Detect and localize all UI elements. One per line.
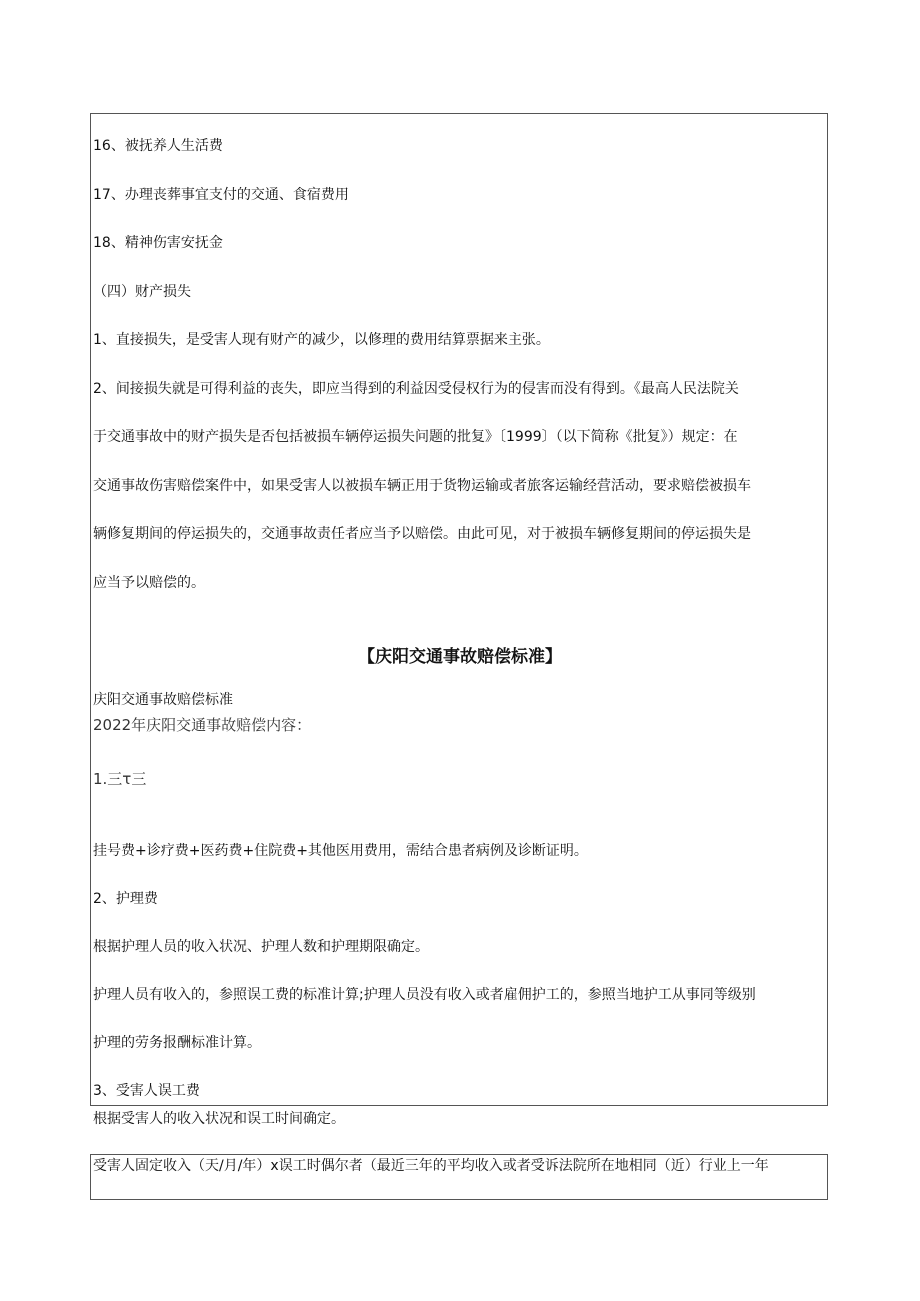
item-1-heading: 1.三τ三 — [93, 770, 147, 788]
paragraph-indirect-loss-line-5: 应当予以赔偿的。 — [93, 575, 205, 591]
lost-wages-formula: 受害人固定收入（天/月/年）x误工时偶尔者（最近三年的平均收入或者受诉法院所在地相同（近）行业上一年 — [93, 1158, 769, 1174]
subheading-qingyang-standard: 庆阳交通事故赔偿标准 — [93, 692, 233, 708]
paragraph-indirect-loss-line-2: 于交通事故中的财产损失是否包括被损车辆停运损失问题的批复》〔1999〕（以下简称《批复》）规定：在 — [93, 429, 738, 445]
paragraph-nursing-calc-line-2: 护理的劳务报酬标准计算。 — [93, 1035, 261, 1051]
paragraph-indirect-loss-line-3: 交通事故伤害赔偿案件中，如果受害人以被损车辆正用于货物运输或者旅客运输经营活动，要求赔偿被损车 — [93, 478, 751, 494]
item-16-dependent-living-expenses: 16、被抚养人生活费 — [93, 138, 223, 154]
paragraph-direct-loss: 1、直接损失，是受害人现有财产的减少，以修理的费用结算票据来主张。 — [93, 332, 550, 348]
paragraph-nursing-calc-line-1: 护理人员有收入的，参照误工费的标准计算;护理人员没有收入或者雇佣护工的，参照当地护工从事同等级别 — [93, 987, 756, 1003]
paragraph-lost-wages-basis: 根据受害人的收入状况和误工时间确定。 — [93, 1111, 345, 1127]
item-18-mental-damage-compensation: 18、精神伤害安抚金 — [93, 235, 223, 251]
document-table-box — [90, 113, 828, 1106]
subheading-2022-content: 2022年庆阳交通事故赔偿内容： — [93, 716, 312, 734]
item-17-funeral-travel-costs: 17、办理丧葬事宜支付的交通、食宿费用 — [93, 187, 349, 203]
item-2-nursing-fee: 2、护理费 — [93, 891, 158, 907]
paragraph-indirect-loss-line-4: 辆修复期间的停运损失的，交通事故责任者应当予以赔偿。由此可见，对于被损车辆修复期间的停运损失是 — [93, 526, 751, 542]
section-title: 【庆阳交通事故赔偿标准】 — [358, 647, 562, 667]
paragraph-nursing-basis: 根据护理人员的收入状况、护理人数和护理期限确定。 — [93, 939, 429, 955]
heading-property-loss: （四）财产损失 — [93, 284, 191, 300]
paragraph-indirect-loss-line-1: 2、间接损失就是可得利益的丧失，即应当得到的利益因受侵权行为的侵害而没有得到。《最高人民法院关 — [93, 381, 739, 397]
item-3-lost-wages: 3、受害人误工费 — [93, 1083, 200, 1099]
paragraph-medical-fees: 挂号费+诊疗费+医药费+住院费+其他医用费用，需结合患者病例及诊断证明。 — [93, 843, 588, 859]
